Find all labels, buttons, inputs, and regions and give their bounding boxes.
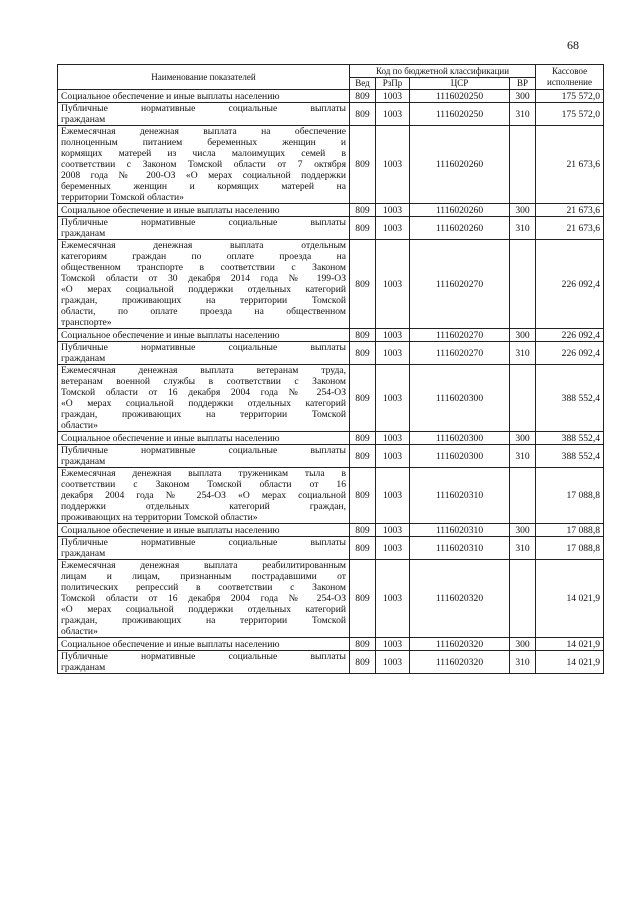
- row-indicator-name: Социальное обеспечение и иные выплаты населению: [58, 638, 350, 651]
- row-vr: 300: [510, 204, 536, 217]
- row-indicator-name: Социальное обеспечение и иные выплаты населению: [58, 90, 350, 103]
- row-indicator-line: беременных женщин и кормящих матерей на: [61, 181, 346, 192]
- row-indicator-line: области»: [61, 626, 98, 637]
- row-amount: 175 572,0: [536, 103, 604, 126]
- table-row: [58, 445, 604, 468]
- row-rzpr: 1003: [376, 651, 410, 674]
- row-vr: 300: [510, 432, 536, 445]
- table-row: [58, 651, 604, 674]
- row-rzpr: 1003: [376, 560, 410, 638]
- row-indicator-line: «О мерах социальной поддержки отдельных категорий: [61, 284, 346, 295]
- row-indicator-line: Публичные нормативные социальные выплаты: [61, 217, 346, 228]
- row-indicator-line: гражданам: [61, 456, 106, 467]
- row-indicator-name: [58, 103, 350, 126]
- row-indicator-line: Публичные нормативные социальные выплаты: [61, 537, 346, 548]
- row-indicator-line: поддержки отдельных категорий граждан,: [61, 501, 346, 512]
- row-indicator-line: общественном транспорте в соответствии с Законом: [61, 262, 346, 273]
- row-vr: 310: [510, 445, 536, 468]
- row-ved: 809: [350, 651, 376, 674]
- row-amount: 17 088,8: [536, 537, 604, 560]
- row-vr: 300: [510, 638, 536, 651]
- header-vr: ВР: [510, 78, 536, 90]
- row-ved: 809: [350, 560, 376, 638]
- row-rzpr: 1003: [376, 103, 410, 126]
- row-amount: 21 673,6: [536, 126, 604, 204]
- row-rzpr: 1003: [376, 468, 410, 524]
- row-indicator-name: [58, 365, 350, 432]
- row-rzpr: 1003: [376, 90, 410, 103]
- row-indicator-line: Томской области от 16 декабря 2004 года № 254-ОЗ: [61, 387, 346, 398]
- row-indicator-line: Томской области от 16 декабря 2004 года № 254-ОЗ: [61, 593, 346, 604]
- row-amount: 226 092,4: [536, 240, 604, 329]
- header-indicator: Наименование показателей: [58, 65, 350, 90]
- row-rzpr: 1003: [376, 126, 410, 204]
- row-csr: 1116020250: [410, 103, 510, 126]
- row-indicator-line: полноценным питанием беременных женщин и: [61, 137, 346, 148]
- row-indicator-line: политических репрессий в соответствии с Законом: [61, 582, 346, 593]
- row-ved: 809: [350, 126, 376, 204]
- row-indicator-name: [58, 537, 350, 560]
- row-indicator-name: [58, 468, 350, 524]
- row-rzpr: 1003: [376, 329, 410, 342]
- row-ved: 809: [350, 240, 376, 329]
- row-vr: 310: [510, 651, 536, 674]
- row-ved: 809: [350, 445, 376, 468]
- row-indicator-line: лицам и лицам, признанным пострадавшими от: [61, 571, 346, 582]
- row-indicator-line: гражданам: [61, 228, 106, 239]
- row-ved: 809: [350, 103, 376, 126]
- row-indicator-line: граждан, проживающих на территории Томской: [61, 409, 346, 420]
- row-indicator-line: соответствии с Законом Томской области от 16: [61, 479, 346, 490]
- row-ved: 809: [350, 329, 376, 342]
- row-ved: 809: [350, 204, 376, 217]
- table-row: [58, 240, 604, 329]
- table-row: [58, 329, 604, 342]
- row-indicator-name: [58, 651, 350, 674]
- row-csr: 1116020320: [410, 651, 510, 674]
- table-row: [58, 90, 604, 103]
- row-indicator-name: [58, 217, 350, 240]
- row-csr: 1116020260: [410, 126, 510, 204]
- row-csr: 1116020250: [410, 90, 510, 103]
- row-ved: 809: [350, 217, 376, 240]
- row-indicator-line: 2008 года № 200-ОЗ «О мерах социальной поддержки: [61, 170, 346, 181]
- table-row: [58, 204, 604, 217]
- row-amount: 17 088,8: [536, 468, 604, 524]
- row-vr: 310: [510, 103, 536, 126]
- row-rzpr: 1003: [376, 524, 410, 537]
- row-csr: 1116020300: [410, 445, 510, 468]
- table-row: [58, 524, 604, 537]
- row-amount: 17 088,8: [536, 524, 604, 537]
- row-indicator-line: Публичные нормативные социальные выплаты: [61, 103, 346, 114]
- row-ved: 809: [350, 365, 376, 432]
- row-amount: 226 092,4: [536, 329, 604, 342]
- row-indicator-line: Ежемесячная денежная выплата реабилитированным: [61, 560, 346, 571]
- row-indicator-line: проживающих на территории Томской области»: [61, 512, 258, 523]
- row-csr: 1116020320: [410, 638, 510, 651]
- row-indicator-line: области»: [61, 420, 98, 431]
- row-indicator-line: области, по оплате проезда на общественном: [61, 306, 346, 317]
- row-amount: 21 673,6: [536, 217, 604, 240]
- row-indicator-line: категориям граждан по оплате проезда на: [61, 251, 346, 262]
- row-vr: 300: [510, 90, 536, 103]
- row-ved: 809: [350, 638, 376, 651]
- row-csr: 1116020260: [410, 217, 510, 240]
- row-indicator-name: [58, 342, 350, 365]
- row-csr: 1116020270: [410, 240, 510, 329]
- row-indicator-line: «О мерах социальной поддержки отдельных категорий: [61, 604, 346, 615]
- row-ved: 809: [350, 342, 376, 365]
- header-execution: Кассовое исполнение: [536, 65, 604, 90]
- page-number: 68: [567, 38, 579, 52]
- header-rzpr: РзПр: [376, 78, 410, 90]
- row-amount: 388 552,4: [536, 445, 604, 468]
- header-csr: ЦСР: [410, 78, 510, 90]
- row-csr: 1116020310: [410, 468, 510, 524]
- row-indicator-name: Социальное обеспечение и иные выплаты населению: [58, 432, 350, 445]
- row-vr: 310: [510, 537, 536, 560]
- row-indicator-line: территории Томской области»: [61, 192, 184, 203]
- row-csr: 1116020310: [410, 537, 510, 560]
- row-indicator-name: Социальное обеспечение и иные выплаты населению: [58, 204, 350, 217]
- row-indicator-line: «О мерах социальной поддержки отдельных категорий: [61, 398, 346, 409]
- table-body: [58, 90, 604, 674]
- header-ved: Вед: [350, 78, 376, 90]
- row-csr: 1116020260: [410, 204, 510, 217]
- row-ved: 809: [350, 524, 376, 537]
- table-row: [58, 638, 604, 651]
- row-vr: 300: [510, 524, 536, 537]
- row-indicator-name: [58, 240, 350, 329]
- row-rzpr: 1003: [376, 204, 410, 217]
- row-indicator-name: Социальное обеспечение и иные выплаты населению: [58, 329, 350, 342]
- row-vr: [510, 240, 536, 329]
- row-rzpr: 1003: [376, 445, 410, 468]
- row-vr: 310: [510, 217, 536, 240]
- header-code-group: Код по бюджетной классификации: [350, 65, 536, 78]
- row-indicator-line: транспорте»: [61, 317, 112, 328]
- row-amount: 388 552,4: [536, 365, 604, 432]
- row-vr: 310: [510, 342, 536, 365]
- row-indicator-name: Социальное обеспечение и иные выплаты населению: [58, 524, 350, 537]
- row-rzpr: 1003: [376, 342, 410, 365]
- row-ved: 809: [350, 90, 376, 103]
- row-csr: 1116020320: [410, 560, 510, 638]
- row-amount: 388 552,4: [536, 432, 604, 445]
- row-indicator-line: соответствии с Законом Томской области от 7 октября: [61, 159, 346, 170]
- row-indicator-line: кормящих матерей из числа малоимущих семей в: [61, 148, 346, 159]
- table-row: [58, 103, 604, 126]
- row-indicator-line: Ежемесячная денежная выплата отдельным: [61, 240, 346, 251]
- row-rzpr: 1003: [376, 240, 410, 329]
- row-rzpr: 1003: [376, 365, 410, 432]
- row-amount: 14 021,9: [536, 638, 604, 651]
- row-indicator-line: декабря 2004 года № 254-ОЗ «О мерах социальной: [61, 490, 346, 501]
- row-vr: 300: [510, 329, 536, 342]
- row-indicator-name: [58, 126, 350, 204]
- row-indicator-line: Публичные нормативные социальные выплаты: [61, 445, 346, 456]
- row-ved: 809: [350, 432, 376, 445]
- row-csr: 1116020300: [410, 432, 510, 445]
- row-indicator-line: ветеранам военной службы в соответствии с Законом: [61, 376, 346, 387]
- row-indicator-line: Ежемесячная денежная выплата ветеранам труда,: [61, 365, 346, 376]
- row-indicator-name: [58, 445, 350, 468]
- row-csr: 1116020310: [410, 524, 510, 537]
- row-csr: 1116020270: [410, 342, 510, 365]
- table-row: [58, 365, 604, 432]
- row-amount: 21 673,6: [536, 204, 604, 217]
- table-row: [58, 468, 604, 524]
- row-amount: 175 572,0: [536, 90, 604, 103]
- budget-table: [57, 64, 604, 674]
- table-row: [58, 217, 604, 240]
- table-row: [58, 560, 604, 638]
- row-vr: [510, 560, 536, 638]
- row-ved: 809: [350, 537, 376, 560]
- table-row: [58, 432, 604, 445]
- row-indicator-line: гражданам: [61, 114, 106, 125]
- row-indicator-line: граждан, проживающих на территории Томской: [61, 615, 346, 626]
- row-rzpr: 1003: [376, 432, 410, 445]
- row-indicator-line: Ежемесячная денежная выплата на обеспечение: [61, 126, 346, 137]
- row-ved: 809: [350, 468, 376, 524]
- row-indicator-line: Ежемесячная денежная выплата труженикам тыла в: [61, 468, 346, 479]
- table-row: [58, 126, 604, 204]
- row-rzpr: 1003: [376, 217, 410, 240]
- row-indicator-line: Публичные нормативные социальные выплаты: [61, 342, 346, 353]
- row-amount: 226 092,4: [536, 342, 604, 365]
- row-indicator-line: Публичные нормативные социальные выплаты: [61, 651, 346, 662]
- row-amount: 14 021,9: [536, 560, 604, 638]
- row-rzpr: 1003: [376, 638, 410, 651]
- row-indicator-name: [58, 560, 350, 638]
- table-row: [58, 537, 604, 560]
- row-csr: 1116020270: [410, 329, 510, 342]
- row-indicator-line: гражданам: [61, 662, 106, 673]
- row-vr: [510, 126, 536, 204]
- row-indicator-line: гражданам: [61, 548, 106, 559]
- row-indicator-line: граждан, проживающих на территории Томской: [61, 295, 346, 306]
- row-vr: [510, 365, 536, 432]
- row-rzpr: 1003: [376, 537, 410, 560]
- row-csr: 1116020300: [410, 365, 510, 432]
- row-amount: 14 021,9: [536, 651, 604, 674]
- row-vr: [510, 468, 536, 524]
- row-indicator-line: Томской области от 30 декабря 2014 года № 199-ОЗ: [61, 273, 346, 284]
- row-indicator-line: гражданам: [61, 353, 106, 364]
- table-row: [58, 342, 604, 365]
